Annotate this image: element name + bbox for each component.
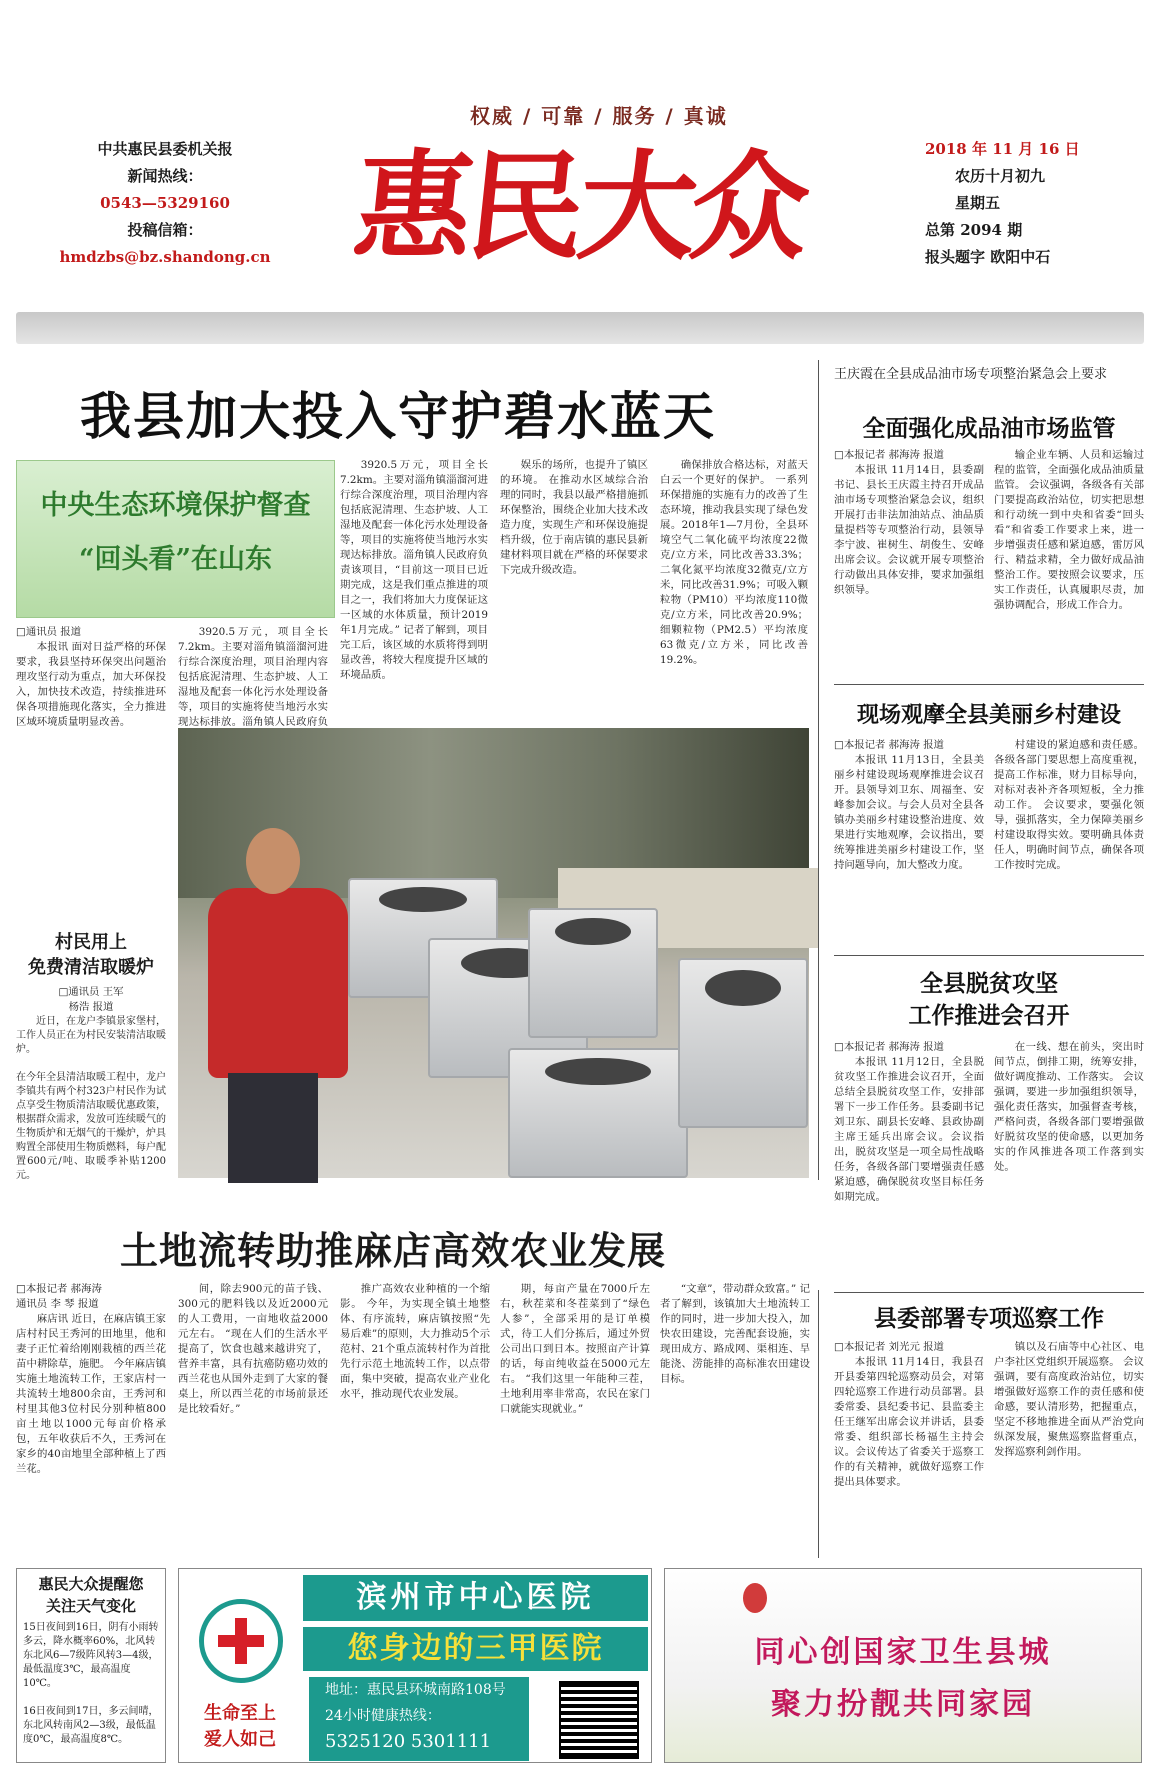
hospital-name: 滨州市中心医院 bbox=[303, 1575, 648, 1621]
right-divider-2 bbox=[834, 955, 1144, 956]
second-text-5: “文章”，带动群众致富。” 记者了解到，该镇加大土地流转工作的同时，进一步加大投入，加快农田建设，完善配套设施，实现田成方、路成网、渠相连、旱能浇、涝能排的高标准农田建设目标。 bbox=[660, 1283, 810, 1385]
right-story-1-col-b bbox=[994, 448, 1144, 678]
right-text-3a: 本报讯 11月12日，全县脱贫攻坚工作推进会议召开，全面总结全县脱贫攻坚工作，安排部署下一步工作任务。县委副书记刘卫东、副县长安峰、县政协副主席王延兵出席会议。会议指出，脱贫攻坚是一项全局性战略任务，各级各部门要增强责任感紧迫感，确保脱贫攻坚目标任务如期完成。 bbox=[834, 1056, 984, 1203]
email-label: 投稿信箱： bbox=[127, 221, 203, 239]
second-headline: 土地流转助推麻店高效农业发展 bbox=[120, 1228, 667, 1273]
issue-date: 2018 年 11 月 16 日 bbox=[925, 140, 1080, 158]
second-byline: □本报记者 郝海涛 通讯员 李 琴 报道 bbox=[16, 1283, 102, 1310]
right-text-1b: 输企业车辆、人员和运输过程的监管，全面强化成品油质量监管。 会议强调，各级各有关部门要提高政治站位，切实把思想和行动统一到中央和省委“回头看”和省委工作要求上来，进一步增强责任感和紧迫感，雷厉风行、精益求精，全力做好成品油整治工作。要按照会议要求，压实工作责任，认真履职尽责，加强协调配合，形成工作合力。 bbox=[994, 449, 1144, 611]
masthead-right-info bbox=[925, 136, 1145, 271]
calligrapher-credit: 报头题字 欧阳中石 bbox=[925, 248, 1051, 266]
right-byline-2: □本报记者 郝海涛 报道 bbox=[834, 739, 944, 751]
right-text-4b: 镇以及石庙等中心社区、电户李社区党组织开展巡察。 会议强调，要有高度政治站位，切实增强做好巡察工作的责任感和使命感，要认清形势，把握重点，坚定不移地推进全面从严治党向纵深发展，聚焦巡察监督重点，发挥巡察利剑作用。 bbox=[994, 1341, 1144, 1458]
right-text-3b: 在一线、想在前头，突出时间节点，倒排工期，统筹安排，做好调度推动、工作落实。 会议强调，要进一步加强组织领导，强化责任落实，加强督查考核，严格问责，各级各部门要增强做好脱贫攻坚的使命感，以更加务实的作风推进各项工作落到实处。 bbox=[994, 1041, 1144, 1173]
weekday: 星期五 bbox=[955, 194, 1001, 212]
hotline-label: 新闻热线： bbox=[127, 167, 203, 185]
banner-line-2: “回头看”在山东 bbox=[78, 544, 273, 575]
lead-headline: 我县加大投入守护碧水蓝天 bbox=[80, 388, 717, 447]
column-divider bbox=[818, 360, 819, 1180]
masthead-left-info bbox=[50, 136, 280, 271]
banner-line-1: 中央生态环境保护督查 bbox=[40, 490, 311, 521]
right-kicker bbox=[834, 365, 1144, 407]
second-text-2: 间，除去900元的苗子钱、300元的肥料钱以及近2000元的人工费用，一亩地收益2000元左右。 “现在人们的生活水平提高了，饮食也越来越讲究了，营养丰富，具有抗癌防癌功效的西兰花也从国外走到了大家的餐桌上，所以西兰花的市场前景还是比较看好。” bbox=[178, 1283, 328, 1415]
lead-text-2: 3920.5万元，项目全长7.2km。主要对淄角镇淄溜河进行综合深度治理，项目治理内容包括底泥清理、生态护坡、人工湿地及配套一体化污水处理设备等，项目的实施将使当地污水实现达标排放。淄角镇人民政府负责该项目，“目前这一项目已近期完成，这是我们重点推进的项目之一，我们将加大力度保证这一区域的水体质量，预计2019年1月完成。” 记者了解到，项目完工后，该区域的水质将得到明显改善，将较大程度提升区域的环境品质。 bbox=[340, 459, 488, 681]
second-text-3: 推广高效农业种植的一个缩影。 今年，为实现全镇土地整体、有序流转，麻店镇按照“先易后难”的原则，大力推动5个示范村、21个重点流转村作为首批先行示范土地流转工作，以点带面，集中突破，提高农业产业化水平，推动现代农业发展。 bbox=[340, 1283, 490, 1400]
lead-byline: □通讯员 报道 bbox=[16, 626, 82, 638]
second-column-2 bbox=[178, 1282, 328, 1558]
photo-caption-body bbox=[16, 985, 166, 1180]
right-byline-3: □本报记者 郝海涛 报道 bbox=[834, 1041, 944, 1053]
hospital-motto: 生命至上 爱人如己 bbox=[204, 1703, 276, 1750]
villager-figure bbox=[198, 828, 348, 1178]
balloon-icon bbox=[743, 1583, 767, 1613]
right-head-1: 全面强化成品油市场监管 bbox=[862, 415, 1116, 442]
right-story-4-col-a bbox=[834, 1340, 984, 1558]
health-city-ad bbox=[664, 1568, 1142, 1763]
right-text-4a: 本报讯 11月14日，我县召开县委第四轮巡察动员会，对第四轮巡察工作进行动员部署。县委常委、县纪委书记、县监委主任王继军出席会议并讲话，县委常委、组织部长杨福生主持会议。会议传达了省委关于巡察工作的有关精神，就做好巡察工作提出具体要求。 bbox=[834, 1356, 984, 1488]
right-story-2-col-b bbox=[994, 738, 1144, 948]
weather-text: 15日夜间到16日，阴有小雨转多云，降水概率60%，北风转东北风6—7级阵风转3—4级，最低温度3℃，最高温度10℃。 16日夜间到17日，多云间晴，东北风转南风2—3级，最低温度0℃，最高温度8℃。 bbox=[23, 1622, 159, 1745]
hospital-ad bbox=[178, 1568, 652, 1763]
lead-column-1b bbox=[178, 625, 328, 728]
issue-number: 总第 2094 期 bbox=[925, 221, 1023, 239]
second-column-5 bbox=[660, 1282, 810, 1558]
medical-cross-icon bbox=[199, 1599, 283, 1683]
right-byline-4: □本报记者 刘光元 报道 bbox=[834, 1341, 944, 1353]
hospital-phones: 5325120 5301111 bbox=[325, 1731, 492, 1752]
photo-caption-byline: □通讯员 王军 杨浩 报道 bbox=[58, 986, 124, 1013]
lunar-date: 农历十月初九 bbox=[955, 167, 1046, 185]
hotline-number: 0543—5329160 bbox=[100, 194, 230, 212]
right-text-1a: 本报讯 11月14日，县委副书记、县长王庆霞主持召开成品油市场专项整治紧急会议，组织开展打击非法加油站点、油品质量提档等专项整治行动，县领导李宁波、崔树生、胡俊生、安峰出席会议。会议就开展专项整治行动做出具体安排，要求加强组织领导。 bbox=[834, 464, 984, 596]
lead-column-4 bbox=[660, 458, 808, 716]
column-divider-2 bbox=[818, 1290, 819, 1558]
second-column-3 bbox=[340, 1282, 490, 1558]
hospital-hotline-label: 24小时健康热线： bbox=[325, 1708, 441, 1724]
second-column-4 bbox=[500, 1282, 650, 1558]
email-address: hmdzbs@bz.shandong.cn bbox=[59, 248, 271, 266]
photo-caption-text: 近日，在龙户李镇景家堡村，工作人员正在为村民安装清洁取暖炉。 在今年全县清洁取暖工程中，龙户李镇共有两个村323户村民作为试点享受生物质清洁取暖优惠政策，根据群众需求，发放可连续暖气的生物质炉和无烟气的干燥炉，炉具购置全部使用生物质燃料，每户配置600元/吨、取暖季补贴1200元。 bbox=[16, 1016, 166, 1181]
right-story-1-col-a bbox=[834, 448, 984, 678]
lead-text-3: 娱乐的场所，也提升了镇区的环境。 在推动水区域综合治理的同时，我县以最严格措施抓环保整治，围绕企业加大技术改造力度，实现生产和环保设施提档升级，位于南店镇的惠民县新建材料项目就在严格的环保要求下完成升级改造。 bbox=[500, 459, 648, 576]
masthead-divider-band bbox=[16, 312, 1144, 344]
stove-photo bbox=[178, 728, 809, 1178]
lead-column-1 bbox=[16, 625, 166, 728]
right-head-4: 县委部署专项巡察工作 bbox=[874, 1305, 1104, 1332]
weather-notice bbox=[16, 1568, 166, 1763]
eco-inspection-banner bbox=[16, 460, 335, 618]
lead-column-2 bbox=[340, 458, 488, 716]
newspaper-logo: 惠民大众 bbox=[347, 137, 811, 276]
kicker-text: 王庆霞在全县成品油市场专项整治紧急会上要求 bbox=[834, 367, 1108, 382]
second-text-4: 期，每亩产量在7000斤左右，秋茬菜和冬茬菜到了“绿色人参”，全部采用的是订单模式，待工人们分拣后，通过外贸公司出口到日本。按照亩产计算的话，每亩纯收益在5000元左右。 “我们这里一年能种三茬，土地利用率非常高，农民在家门口就能实现就业。” bbox=[500, 1283, 650, 1415]
health-line-1: 同心创国家卫生县城 bbox=[754, 1635, 1052, 1670]
right-head-2: 现场观摩全县美丽乡村建设 bbox=[856, 702, 1121, 728]
second-text-1: 麻店讯 近日，在麻店镇王家店村村民王秀河的田地里，他和妻子正忙着给刚刚栽植的西兰花苗中耕除草，施肥。 今年麻店镇实施土地流转工作，王家店村一共流转土地800余亩，王秀河和村里其他3位村民分别种植800亩土地以1000元每亩价格承包，五年收获后不久，王秀河在家乡的40亩地里全部种植上了西兰花。 bbox=[16, 1313, 166, 1475]
right-byline-1: □本报记者 郝海涛 报道 bbox=[834, 449, 944, 461]
masthead bbox=[0, 0, 1158, 320]
qr-code-icon bbox=[559, 1681, 639, 1759]
org-name: 中共惠民县委机关报 bbox=[97, 140, 233, 158]
hospital-contact bbox=[309, 1677, 529, 1761]
right-story-3-col-a bbox=[834, 1040, 984, 1285]
right-head-3: 全县脱贫攻坚 工作推进会召开 bbox=[908, 970, 1070, 1029]
right-text-2b: 村建设的紧迫感和责任感。各级各部门要思想上高度重视，提高工作标准，财力目标导向，对标对表补齐各项短板，全力推动工作。 会议要求，要强化领导，强抓落实，全力保障美丽乡村建设取得实效。要明确具体责任人，明确时间节点，确保各项工作按时完成。 bbox=[994, 739, 1144, 871]
lead-text-1b: 3920.5万元，项目全长7.2km。主要对淄角镇淄溜河进行综合深度治理，项目治理内容包括底泥清理、生态护坡、人工湿地及配套一体化污水处理设备等，项目的实施将使当地污水实现达标排放。淄角镇人民政府负 bbox=[178, 626, 328, 728]
right-divider-1 bbox=[834, 684, 1144, 685]
second-column-1 bbox=[16, 1282, 166, 1558]
hospital-slogan: 您身边的三甲医院 bbox=[303, 1627, 648, 1671]
right-story-4-col-b bbox=[994, 1340, 1144, 1558]
hospital-address: 地址：惠民县环城南路108号 bbox=[325, 1682, 506, 1698]
right-story-3-col-b bbox=[994, 1040, 1144, 1285]
weather-title: 惠民大众提醒您 关注天气变化 bbox=[38, 1575, 144, 1615]
right-story-2-col-a bbox=[834, 738, 984, 948]
lead-column-3 bbox=[500, 458, 648, 716]
right-text-2a: 本报讯 11月13日，全县美丽乡村建设现场观摩推进会议召开。县领导刘卫东、周福奎、安峰参加会议。与会人员对全县各镇办美丽乡村建设整治进度、效果进行实地观摩，会议指出，要统筹推进美丽乡村建设工作，坚持问题导向，加大整改力度。 bbox=[834, 754, 984, 871]
photo-caption-title: 村民用上 免费清洁取暖炉 bbox=[28, 932, 154, 978]
health-line-2: 聚力扮靓共同家园 bbox=[771, 1687, 1035, 1722]
masthead-slogan: 权威 / 可靠 / 服务 / 真诚 bbox=[470, 104, 728, 128]
lead-text-4: 确保排放合格达标，对蓝天白云一个更好的保护。 一系列环保措施的实施有力的改善了生态环境，推动我县实现了绿色发展。2018年1—7月份，全县环境空气二氧化硫平均浓度22微克/立方米，同比改善33.3%；二氧化氮平均浓度32微克/立方米，同比改善31.9%；可吸入颗粒物（PM10）平均浓度110微克/立方米，同比改善20.9%；细颗粒物（PM2.5）平均浓度63微克/立方米，同比改善19.2%。 bbox=[660, 459, 808, 666]
right-divider-3 bbox=[834, 1292, 1144, 1293]
lead-text-1: 本报讯 面对日益严格的环保要求，我县坚持环保突出问题治理攻坚行动为重点，加大环保投入，加快技术改造，持续推进环保各项措施现化落实，全力推进区域环境质量明显改善。 bbox=[16, 641, 166, 728]
